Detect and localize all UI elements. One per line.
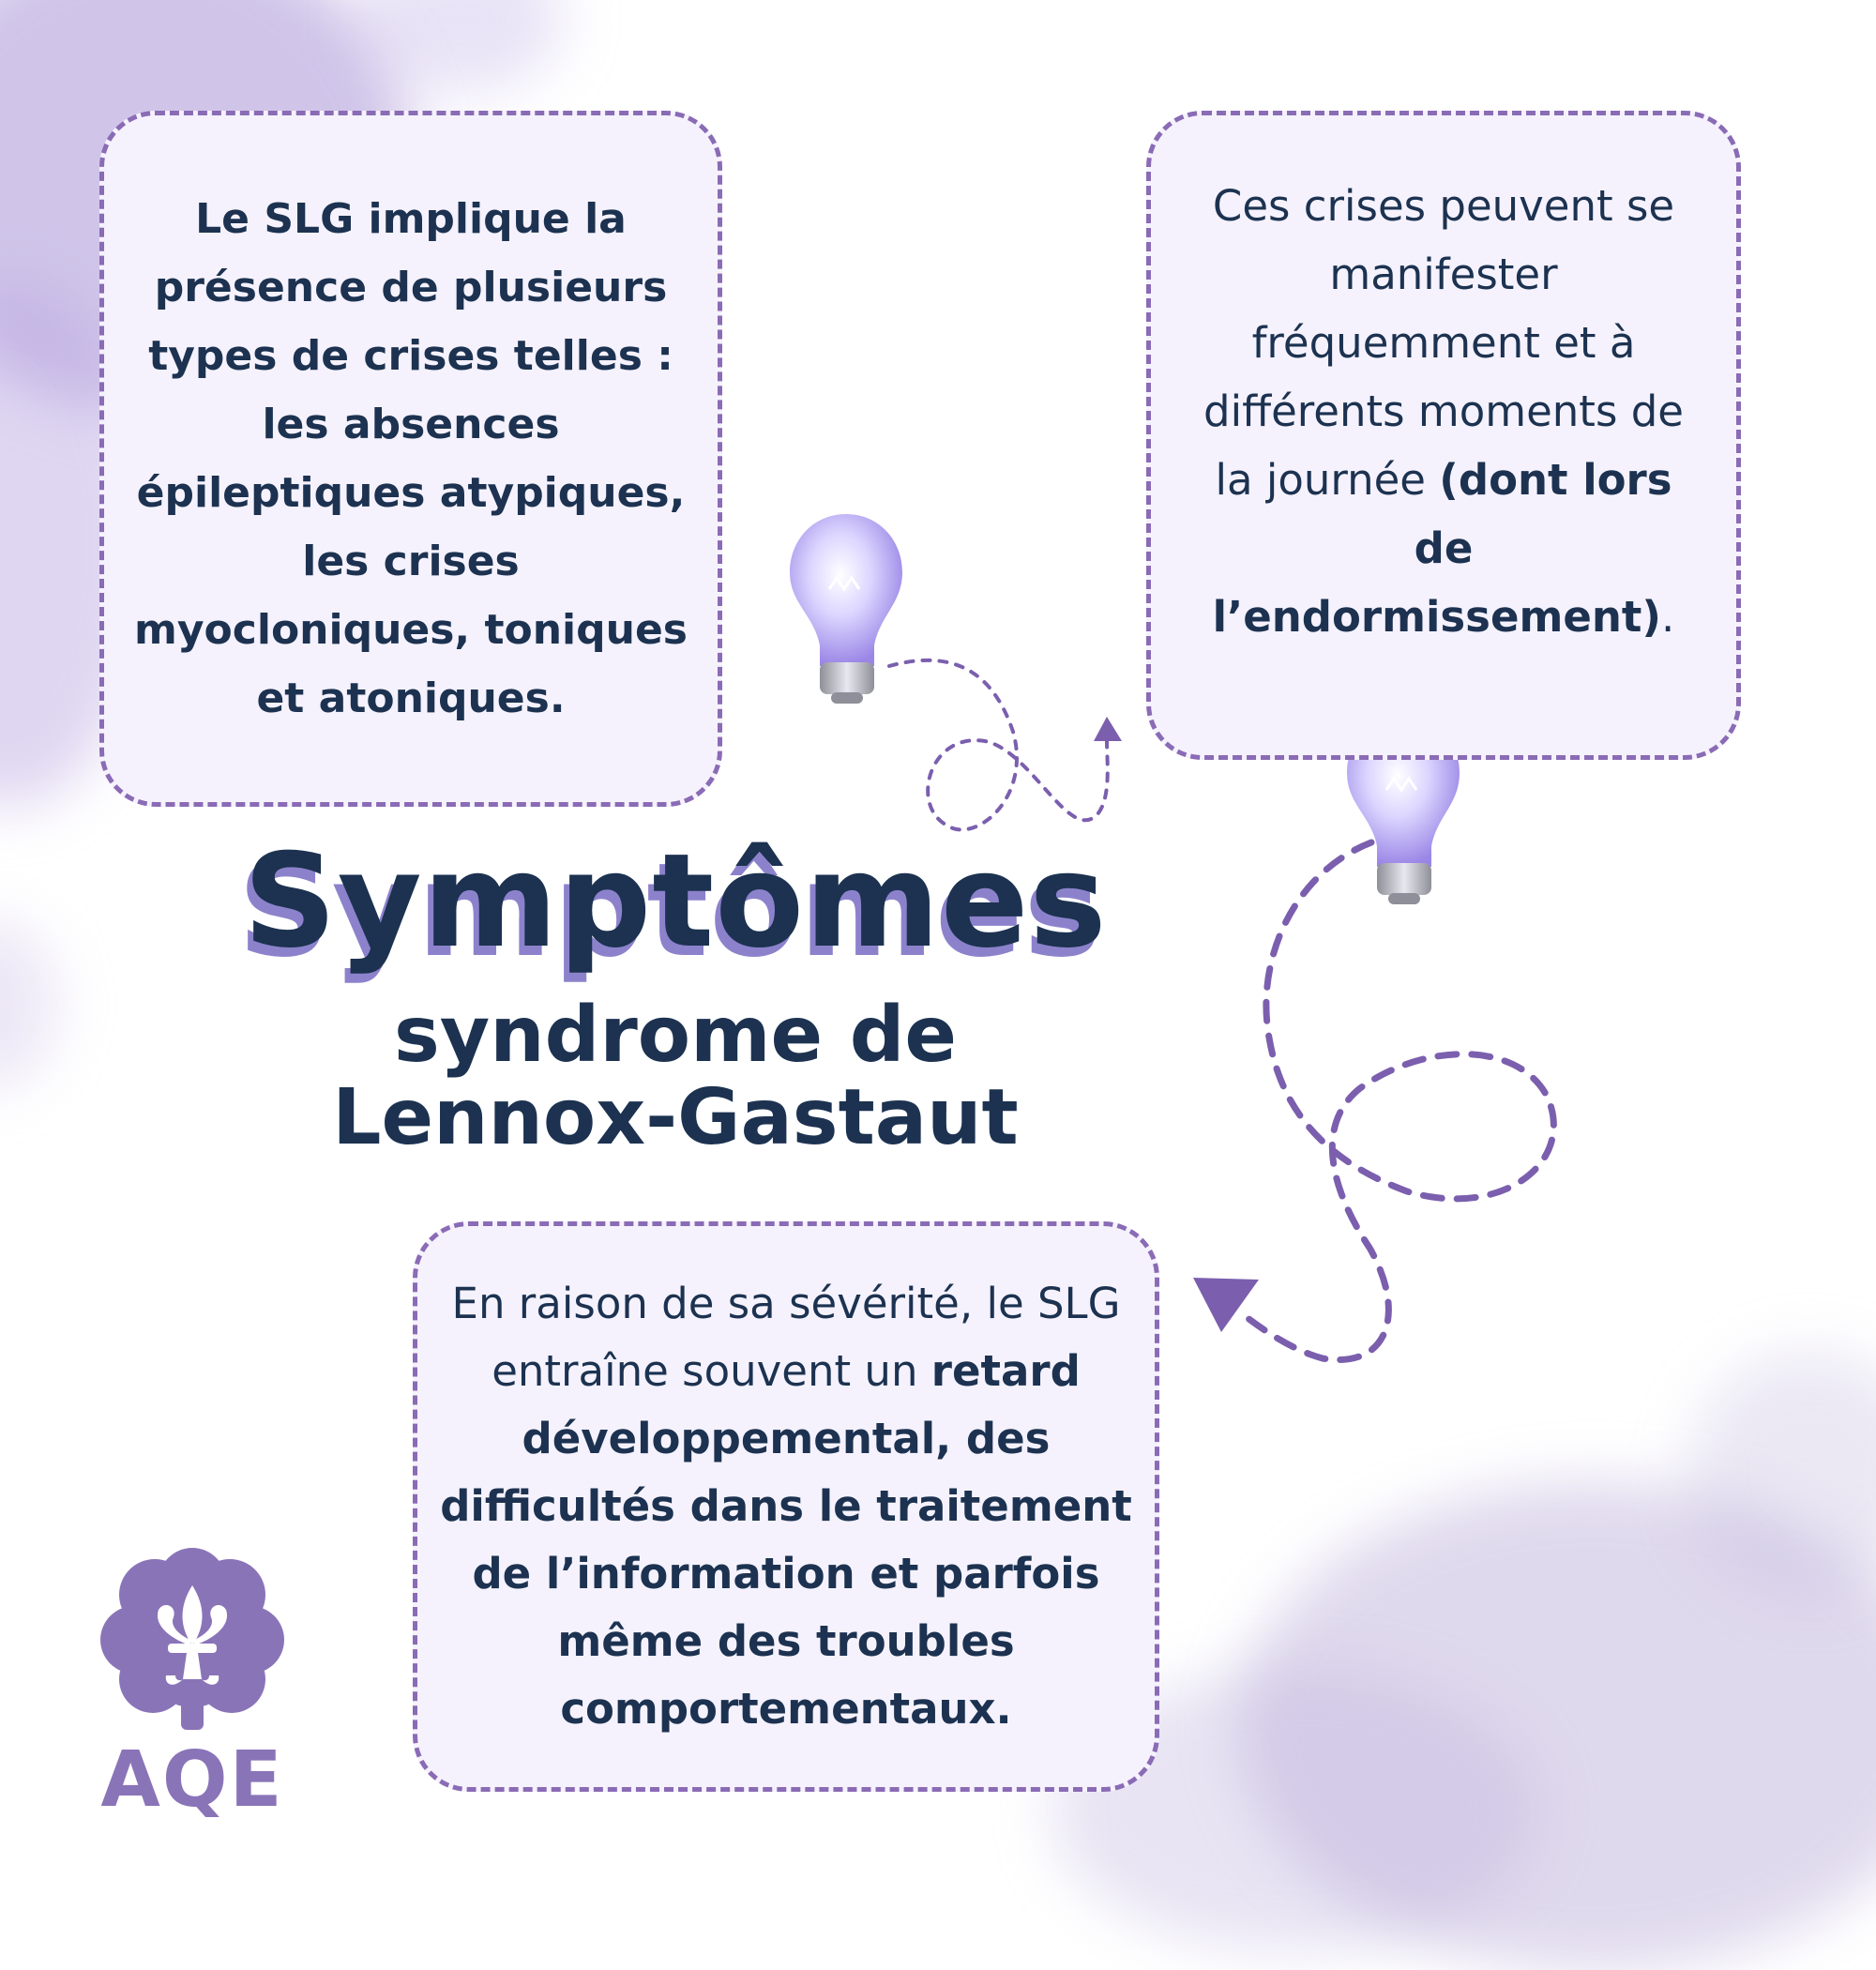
arrow-head-top-icon [1094,717,1122,741]
dashed-path-top [889,660,1108,830]
card-3-bold: retard développemental, des difficultés dans le traitement de l’information et parfois même des troubles comportementaux. [440,1346,1132,1734]
page-title: Symptômes [243,826,1108,977]
subtitle-line-2: Lennox-Gastaut [332,1073,1019,1162]
card-2-text [1181,172,1706,651]
card-3-text [439,1270,1133,1743]
subtitle-line-1: syndrome de [393,991,958,1080]
logo-text: AQE [100,1735,284,1825]
arrow-head-bottom-icon [1193,1278,1259,1332]
brain-fleur-de-lis-icon [98,1548,286,1735]
card-3-regular: En raison de sa sévérité, le SLG entraîne souvent un [451,1279,1121,1396]
info-card-seizure-types [99,111,722,807]
lightbulb-icon [790,514,902,704]
info-card-seizure-timing [1146,111,1741,760]
card-2-bold: (dont lors de l’endormissement) [1212,455,1672,642]
card-2-end: . [1661,592,1675,642]
card-2-regular: Ces crises peuvent se manifester fréquemment et à différents moments de la journée [1203,181,1684,505]
page-subtitle [0,991,1351,1162]
info-card-consequences [413,1221,1159,1792]
card-1-text: Le SLG implique la présence de plusieurs types de crises telles : les absences épileptiques atypiques, les crises myocloniques, toniques et atoniques. [134,195,688,722]
